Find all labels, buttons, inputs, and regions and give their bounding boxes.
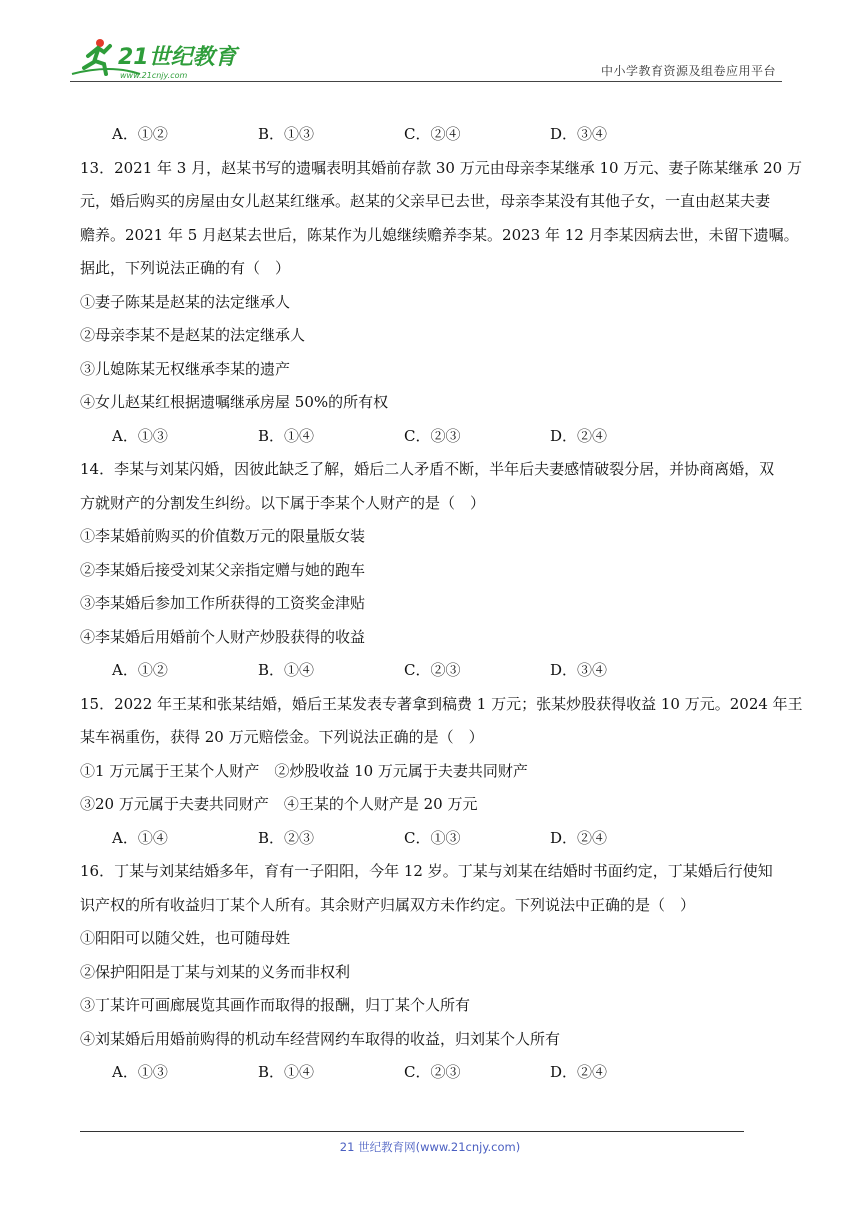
header-divider — [70, 81, 782, 82]
q16-option-b: B．①④ — [258, 1063, 315, 1081]
q15-options — [80, 822, 780, 856]
q13-options — [80, 420, 780, 454]
question-14 — [80, 453, 780, 688]
q13-stem-line: 元，婚后购买的房屋由女儿赵某红继承。赵某的父亲早已去世，母亲李某没有其他子女，一直由赵某夫妻 — [80, 192, 771, 210]
q13-option-d: D．②④ — [550, 426, 608, 445]
q13-stem-line: 13．2021 年 3 月，赵某书写的遗嘱表明其婚前存款 30 万元由母亲李某继承 10 万元、妻子陈某继承 20 万 — [80, 158, 802, 177]
q14-item: ②李某婚后接受刘某父亲指定赠与她的跑车 — [80, 560, 366, 579]
question-15 — [80, 688, 803, 856]
q13-stem-line: 据此，下列说法正确的有（ ） — [80, 259, 291, 277]
q14-option-d: D．③④ — [550, 661, 608, 679]
q15-option-a: A．①④ — [112, 828, 168, 847]
q15-item: ①1 万元属于王某个人财产 ②炒股收益 10 万元属于夫妻共同财产 — [80, 761, 528, 780]
q15-stem-line: 某车祸重伤，获得 20 万元赔偿金。下列说法正确的是（ ） — [80, 728, 484, 746]
question-16 — [80, 855, 780, 1090]
q13-item: ③儿媳陈某无权继承李某的遗产 — [80, 359, 291, 378]
q12-option-d: D．③④ — [550, 125, 608, 143]
q16-stem-line: 16．丁某与刘某结婚多年，育有一子阳阳，今年 12 岁。丁某与刘某在结婚时书面约定，丁某婚后行使知 — [80, 862, 773, 880]
q12-option-b: B．①③ — [258, 125, 315, 143]
q16-option-a: A．①③ — [112, 1063, 168, 1081]
q13-item: ④女儿赵某红根据遗嘱继承房屋 50%的所有权 — [80, 393, 389, 411]
logo-21cnjy — [70, 34, 240, 82]
q16-item: ②保护阳阳是丁某与刘某的义务而非权利 — [80, 962, 351, 981]
q14-item: ①李某婚前购买的价值数万元的限量版女装 — [80, 527, 366, 545]
q15-option-c: C．①③ — [404, 828, 461, 847]
q15-option-d: D．②④ — [550, 828, 608, 847]
q12-option-c: C．②④ — [404, 125, 461, 143]
page-header — [0, 0, 860, 90]
q14-option-c: C．②③ — [404, 661, 461, 679]
q15-stem-line: 15．2022 年王某和张某结婚，婚后王某发表专著拿到稿费 1 万元；张某炒股获得收益 10 万元。2024 年王 — [80, 694, 803, 713]
q13-item: ②母亲李某不是赵某的法定继承人 — [80, 326, 306, 344]
q16-item: ③丁某许可画廊展览其画作而取得的报酬，归丁某个人所有 — [80, 996, 471, 1014]
q13-option-a: A．①③ — [112, 426, 168, 445]
q14-stem-line: 14．李某与刘某闪婚，因彼此缺乏了解，婚后二人矛盾不断，半年后夫妻感情破裂分居，并协商离婚，双 — [80, 460, 775, 478]
footer-divider — [80, 1131, 744, 1132]
q13-option-c: C．②③ — [404, 426, 461, 445]
q16-stem-line: 识产权的所有收益归丁某个人所有。其余财产归属双方未作约定。下列说法中正确的是（ ） — [80, 895, 696, 914]
q14-option-a: A．①② — [112, 661, 168, 679]
question-content — [80, 118, 803, 1090]
q15-item: ③20 万元属于夫妻共同财产 ④王某的个人财产是 20 万元 — [80, 795, 478, 813]
q14-option-b: B．①④ — [258, 661, 315, 679]
q13-stem-line: 赡养。2021 年 5 月赵某去世后，陈某作为儿媳继续赡养李某。2023 年 12 月李某因病去世，未留下遗嘱。 — [80, 225, 799, 244]
q13-item: ①妻子陈某是赵某的法定继承人 — [80, 292, 291, 311]
question-13 — [80, 152, 802, 454]
svg-text:www.21cnjy.com: www.21cnjy.com — [120, 71, 188, 80]
q16-option-d: D．②④ — [550, 1063, 608, 1081]
q14-stem-line: 方就财产的分割发生纠纷。以下属于李某个人财产的是（ ） — [80, 493, 486, 512]
footer-link[interactable]: 21 世纪教育网(www.21cnjy.com) — [339, 1140, 521, 1154]
svg-text:21世纪教育: 21世纪教育 — [118, 45, 237, 70]
q15-option-b: B．②③ — [258, 828, 315, 847]
q13-option-b: B．①④ — [258, 426, 315, 445]
q16-options — [80, 1056, 780, 1090]
q14-item: ④李某婚后用婚前个人财产炒股获得的收益 — [80, 627, 366, 646]
q16-item: ④刘某婚后用婚前购得的机动车经营网约车取得的收益，归刘某个人所有 — [80, 1029, 561, 1048]
q14-item: ③李某婚后参加工作所获得的工资奖金津贴 — [80, 594, 366, 612]
q14-options — [80, 654, 780, 688]
q16-option-c: C．②③ — [404, 1063, 461, 1081]
q16-item: ①阳阳可以随父姓，也可随母姓 — [80, 929, 291, 947]
header-platform-text: 中小学教育资源及组卷应用平台 — [600, 64, 776, 78]
q12-options — [80, 118, 780, 152]
q12-option-a: A．①② — [112, 125, 168, 143]
